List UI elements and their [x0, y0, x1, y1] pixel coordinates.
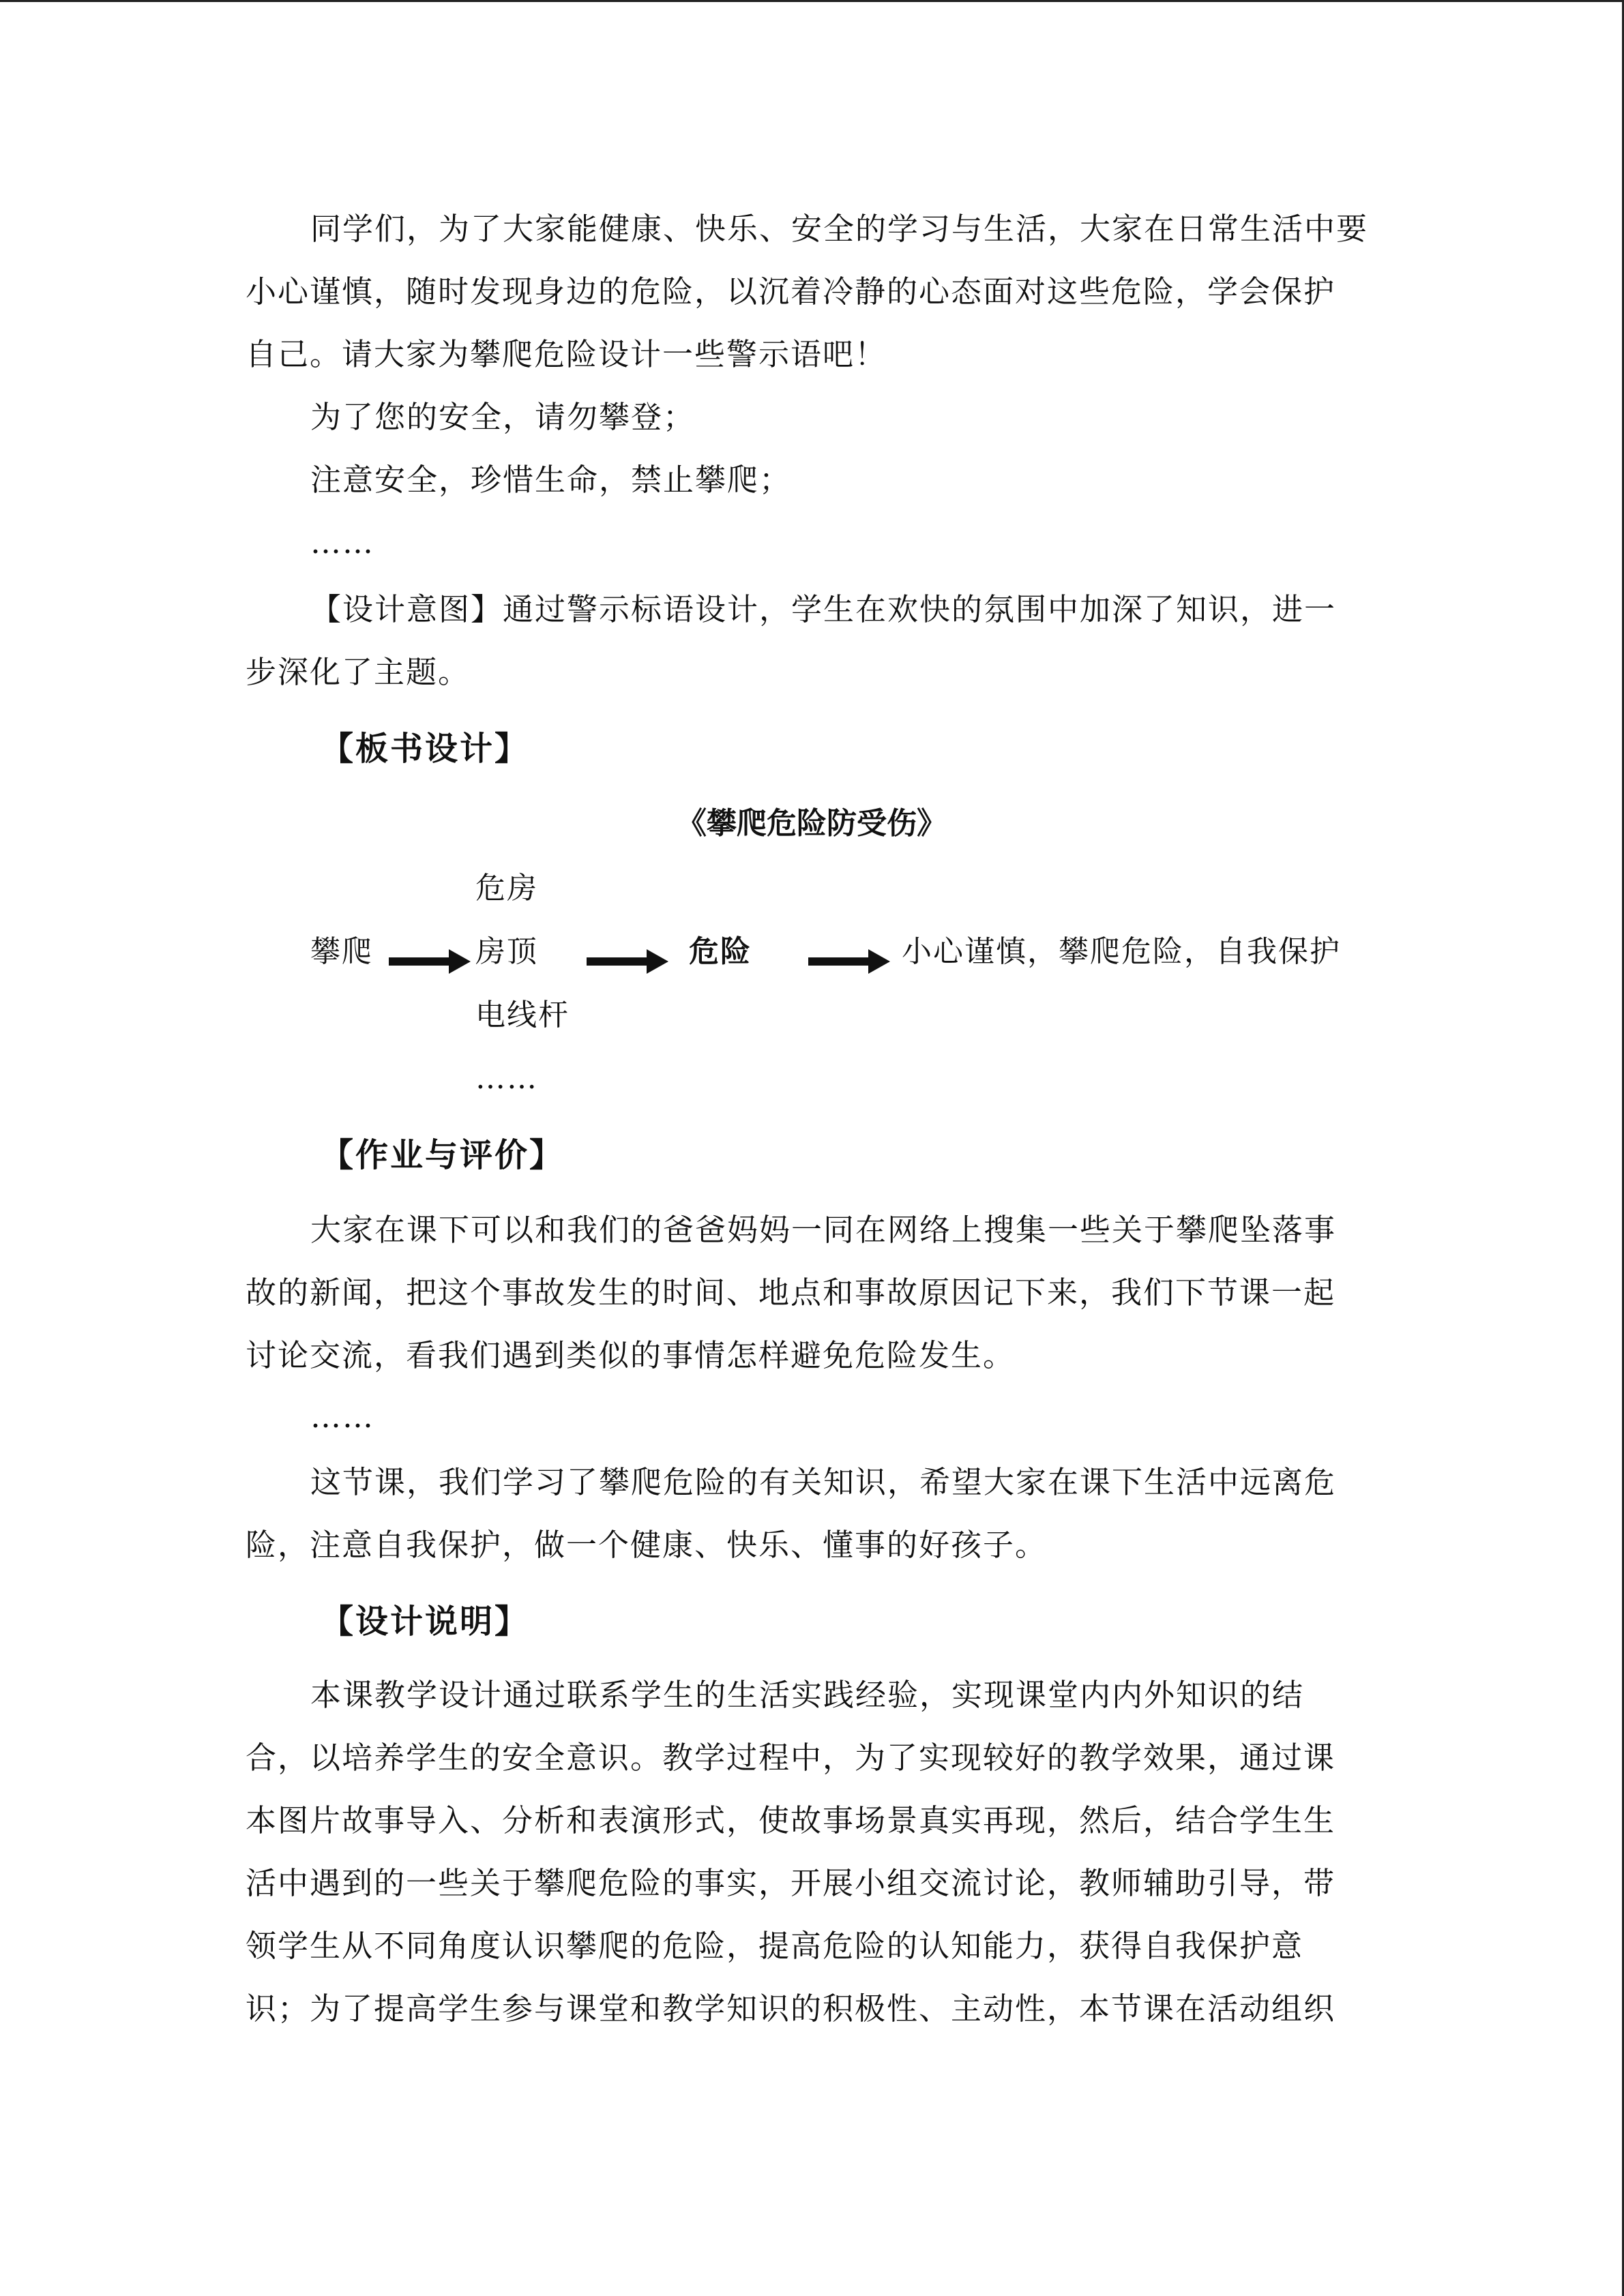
board-middle-term: 危险: [689, 934, 752, 969]
arrow-icon: [808, 948, 890, 975]
homework-ellipsis: ……: [310, 1399, 374, 1435]
board-conclusion: 小心谨慎，攀爬危险，自我保护: [902, 934, 1341, 969]
design-intent-line-1: 【设计意图】通过警示标语设计，学生在欢快的氛围中加深了知识，进一: [310, 591, 1337, 627]
intro-line-1: 同学们，为了大家能健康、快乐、安全的学习与生活，大家在日常生活中要: [310, 211, 1369, 247]
design-intent-line-2: 步深化了主题。: [246, 654, 471, 690]
board-place-2: 房顶: [475, 934, 538, 969]
board-place-3: 电线杆: [475, 998, 570, 1032]
board-design-title: 《攀爬危险防受伤》: [677, 806, 947, 841]
intro-line-3: 自己。请大家为攀爬危险设计一些警示语吧！: [246, 336, 887, 372]
homework-line-1: 大家在课下可以和我们的爸爸妈妈一同在网络上搜集一些关于攀爬坠落事: [310, 1212, 1337, 1248]
arrow-icon: [389, 948, 471, 975]
board-place-1: 危房: [475, 871, 538, 906]
board-start-term: 攀爬: [310, 934, 373, 969]
closing-line-1: 这节课，我们学习了攀爬危险的有关知识，希望大家在课下生活中远离危: [310, 1464, 1337, 1500]
design-notes-line-4: 活中遇到的一些关于攀爬危险的事实，开展小组交流讨论，教师辅助引导，带: [246, 1865, 1336, 1901]
design-notes-line-5: 领学生从不同角度认识攀爬的危险，提高危险的认知能力，获得自我保护意: [246, 1928, 1304, 1964]
intro-line-2: 小心谨慎，随时发现身边的危险，以沉着冷静的心态面对这些危险，学会保护: [246, 273, 1336, 310]
design-notes-line-1: 本课教学设计通过联系学生的生活实践经验，实现课堂内内外知识的结: [310, 1677, 1305, 1713]
arrow-icon: [587, 948, 668, 975]
design-notes-line-3: 本图片故事导入、分析和表演形式，使故事场景真实再现，然后，结合学生生: [246, 1802, 1336, 1838]
homework-line-2: 故的新闻，把这个事故发生的时间、地点和事故原因记下来，我们下节课一起: [246, 1274, 1336, 1311]
slogan-1: 为了您的安全，请勿攀登；: [310, 399, 696, 435]
homework-heading: 【作业与评价】: [321, 1136, 565, 1174]
closing-line-2: 险，注意自我保护，做一个健康、快乐、懂事的好孩子。: [246, 1527, 1048, 1563]
design-notes-heading: 【设计说明】: [321, 1602, 530, 1641]
homework-line-3: 讨论交流，看我们遇到类似的事情怎样避免危险发生。: [246, 1337, 1016, 1373]
slogan-2: 注意安全，珍惜生命，禁止攀爬；: [310, 462, 792, 498]
slogan-ellipsis: ……: [310, 524, 374, 561]
design-notes-line-6: 识；为了提高学生参与课堂和教学知识的积极性、主动性，本节课在活动组织: [246, 1991, 1336, 2027]
board-place-ellipsis: ……: [475, 1061, 538, 1096]
design-notes-line-2: 合，以培养学生的安全意识。教学过程中，为了实现较好的教学效果，通过课: [246, 1740, 1336, 1776]
board-design-heading: 【板书设计】: [321, 730, 530, 768]
